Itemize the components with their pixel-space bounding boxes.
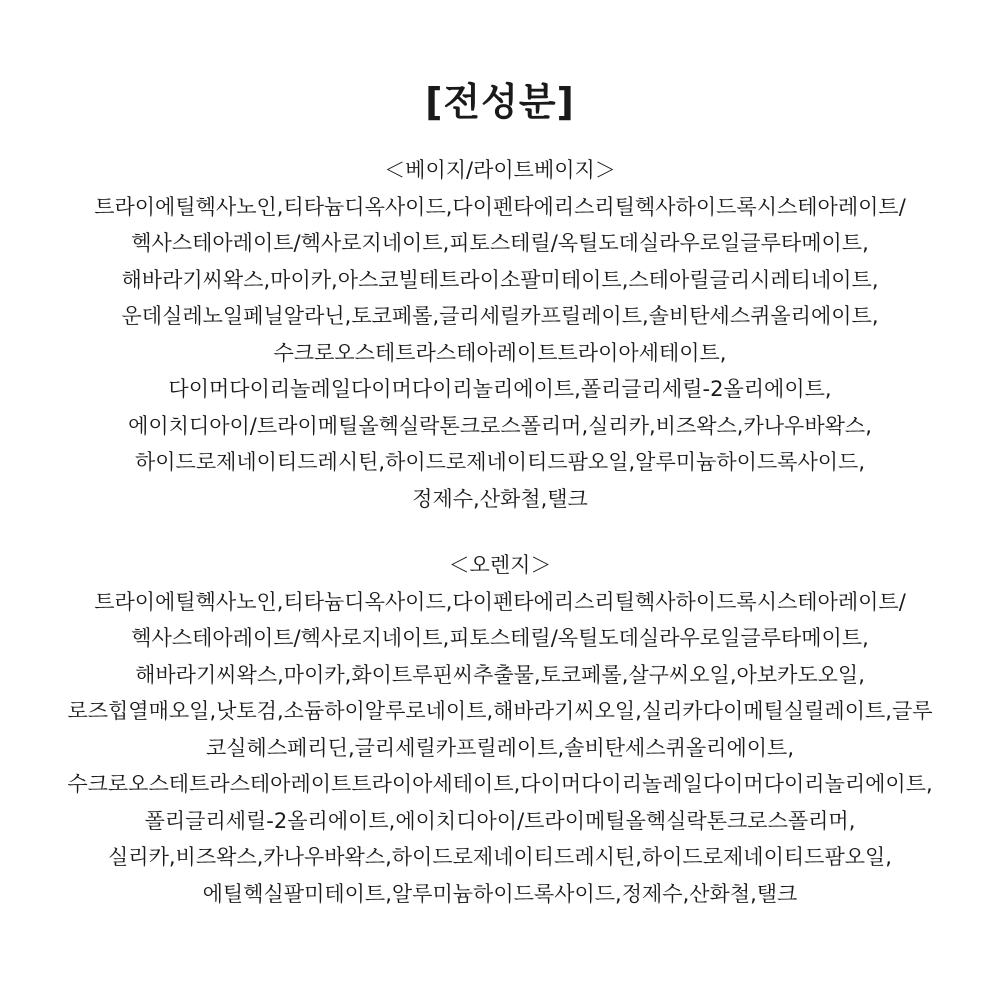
ingredient-line: 헥사스테아레이트/헥사로지네이트,피토스테릴/옥틸도데실라우로일글루타메이트,	[131, 626, 869, 650]
ingredient-line: 해바라기씨왁스,마이카,아스코빌테트라이소팔미테이트,스테아릴글리시레티네이트,	[121, 267, 879, 292]
ingredient-line: 폴리글리세릴-2올리에이트,에이치디아이/트라이메틸올헥실락톤크로스폴리머,	[144, 808, 856, 833]
section-heading: ＜베이지/라이트베이지＞	[384, 158, 616, 182]
section-heading: ＜오렌지＞	[448, 553, 552, 577]
ingredient-line: 헥사스테아레이트/헥사로지네이트,피토스테릴/옥틸도데실라우로일글루타메이트,	[131, 231, 869, 255]
ingredient-line: 수크로오스테트라스테아레이트트라이아세테이트,	[273, 340, 727, 365]
ingredient-line: 에틸헥실팔미테이트,알루미늄하이드록사이드,정제수,산화철,탤크	[202, 881, 798, 906]
ingredient-line: 정제수,산화철,탤크	[412, 486, 588, 511]
ingredient-line: 수크로오스테트라스테아레이트트라이아세테이트,다이머다이리놀레일다이머다이리놀리에이트,	[67, 772, 933, 796]
page-title: [전성분]	[425, 80, 575, 124]
ingredient-line: 로즈힙열매오일,낫토검,소듐하이알루로네이트,해바라기씨오일,실리카다이메틸실릴레이트,글루	[67, 699, 933, 723]
ingredient-line: 트라이에틸헥사노인,티타늄디옥사이드,다이펜타에리스리틸헥사하이드록시스테아레이트/	[94, 194, 906, 219]
ingredient-line: 다이머다이리놀레일다이머다이리놀리에이트,폴리글리세릴-2올리에이트,	[168, 377, 832, 401]
ingredient-line: 코실헤스페리딘,글리세릴카프릴레이트,솔비탄세스퀴올리에이트,	[205, 735, 795, 760]
ingredient-line: 운데실레노일페닐알라닌,토코페롤,글리세릴카프릴레이트,솔비탄세스퀴올리에이트,	[121, 304, 879, 328]
ingredient-line: 하이드로제네이티드레시틴,하이드로제네이티드팜오일,알루미늄하이드록사이드,	[134, 450, 866, 474]
section-beige	[0, 152, 1000, 517]
ingredient-line: 트라이에틸헥사노인,티타늄디옥사이드,다이펜타에리스리틸헥사하이드록시스테아레이트/	[94, 589, 906, 614]
ingredient-line: 에이치디아이/트라이메틸올헥실락톤크로스폴리머,실리카,비즈왁스,카나우바왁스,	[128, 413, 872, 438]
ingredient-line: 실리카,비즈왁스,카나우바왁스,하이드로제네이티드레시틴,하이드로제네이티드팜오일,	[108, 845, 892, 869]
section-orange	[0, 547, 1000, 912]
ingredient-line: 해바라기씨왁스,마이카,화이트루핀씨추출물,토코페롤,살구씨오일,아보카도오일,	[135, 662, 865, 687]
